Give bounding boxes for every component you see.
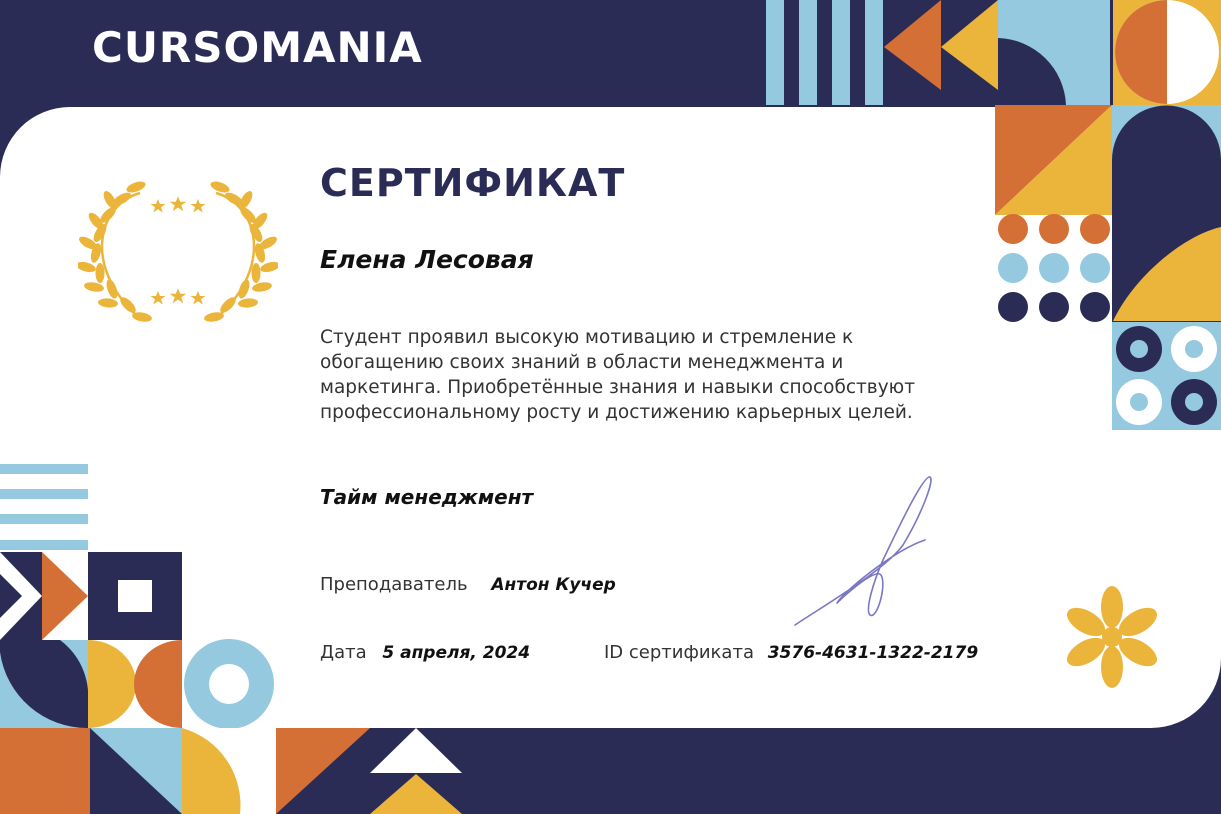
certificate-description: Студент проявил высокую мотивацию и стремление к обогащению своих знаний в области менеджмента и маркетинга. Приобретённые знания и навыки способствуют профессиональному росту и достижению карьерных целей. <box>320 327 916 423</box>
instructor-row <box>320 573 616 597</box>
date-label: Дата <box>320 642 367 663</box>
flower-icon <box>1060 585 1164 689</box>
laurel-wreath-icon <box>78 175 278 325</box>
certificate-id-label: ID сертификата <box>604 642 754 663</box>
top-right-pattern <box>766 0 1221 110</box>
certificate-title: СЕРТИФИКАТ <box>320 161 626 205</box>
instructor-label: Преподаватель <box>320 574 468 595</box>
recipient-name: Елена Лесовая <box>320 245 534 274</box>
certificate-id-value: 3576-4631-1322-2179 <box>767 643 979 663</box>
brand-logo: CURSOMANIA <box>92 23 423 72</box>
instructor-name: Антон Кучер <box>491 575 616 595</box>
date-value: 5 апреля, 2024 <box>382 643 531 663</box>
signature <box>785 475 945 630</box>
course-name: Тайм менеджмент <box>320 485 534 509</box>
certificate-id-row <box>604 641 978 665</box>
date-row <box>320 641 530 665</box>
left-stripes <box>0 464 90 554</box>
right-pattern <box>995 105 1221 430</box>
